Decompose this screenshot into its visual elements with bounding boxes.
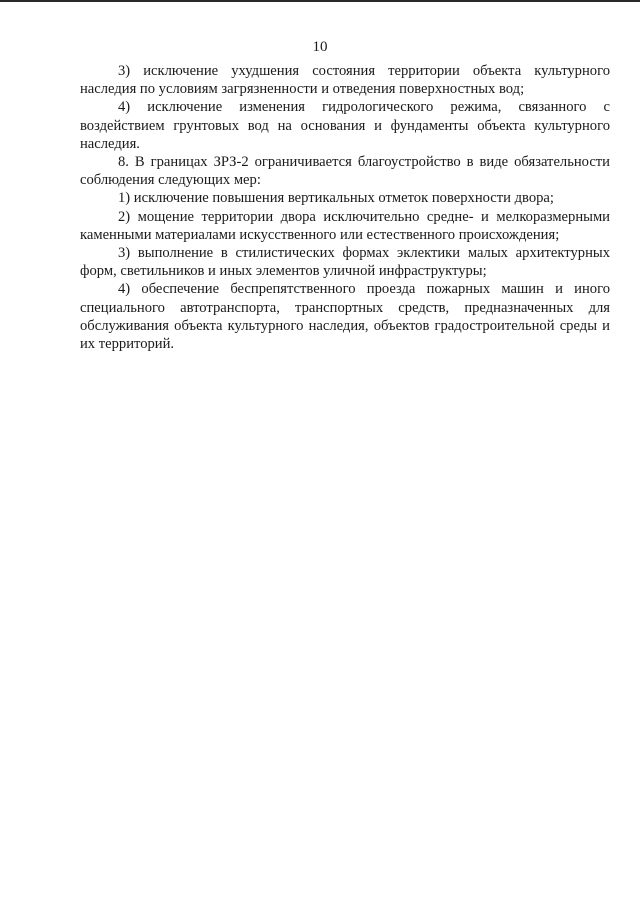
page-number: 10	[312, 39, 328, 55]
document-body	[80, 62, 610, 353]
scan-edge	[0, 0, 640, 2]
paragraph-item-1-vertical-marks: 1) исключение повышения вертикальных отметок поверхности двора;	[118, 190, 554, 207]
paragraph-item-4-fire-access: 4) обеспечение беспрепятственного проезда пожарных машин и иного специального автотранспорта, транспортных средств, предназначенных для обслуживания объекта культурного наследия, объектов градостроительной среды и их территорий.	[80, 281, 610, 353]
paragraph-section-8-zrz2: 8. В границах ЗРЗ-2 ограничивается благоустройство в виде обязательности соблюдения следующих мер:	[80, 154, 610, 189]
paragraph-item-3-surface-water: 3) исключение ухудшения состояния территории объекта культурного наследия по условиям загрязненности и отведения поверхностных вод;	[80, 63, 610, 98]
paragraph-item-2-paving: 2) мощение территории двора исключительно средне- и мелкоразмерными каменными материалами искусственного или естественного происхождения;	[80, 208, 610, 243]
paragraph-item-3-eclectic-forms: 3) выполнение в стилистических формах эклектики малых архитектурных форм, светильников и иных элементов уличной инфраструктуры;	[80, 245, 610, 280]
paragraph-item-4-hydrology: 4) исключение изменения гидрологического режима, связанного с воздействием грунтовых вод на основания и фундаменты объекта культурного наследия.	[80, 99, 610, 152]
